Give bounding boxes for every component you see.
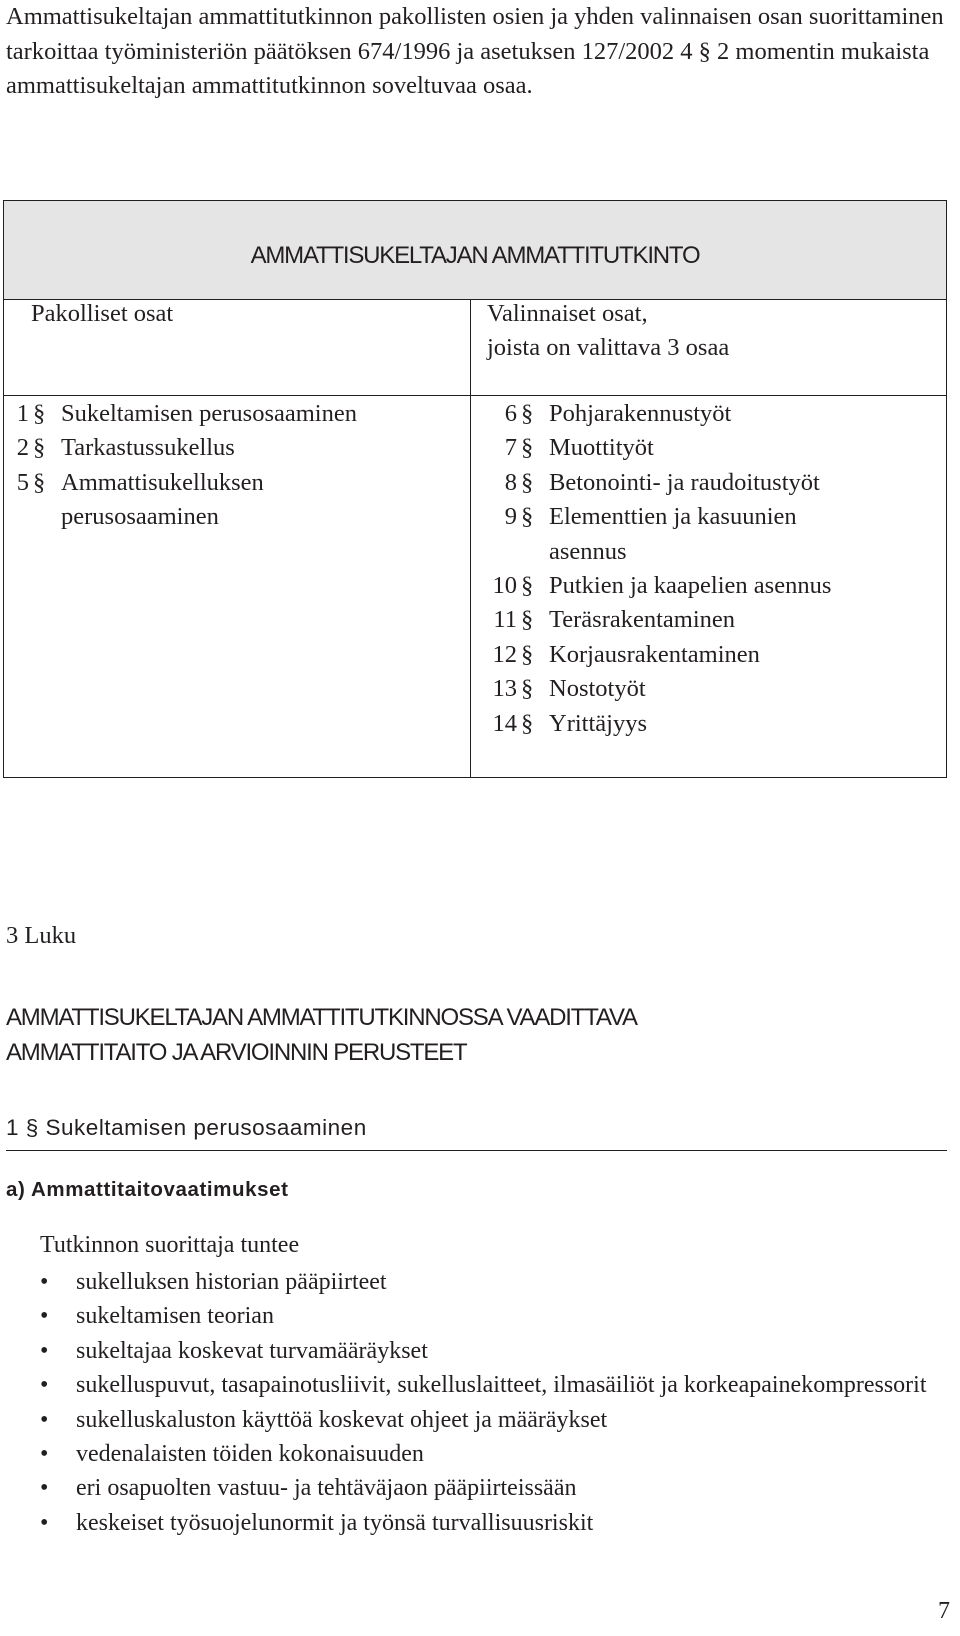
list-item: 13 § Nostotyöt <box>475 672 935 706</box>
section-sign: § <box>521 434 534 462</box>
list-item: 10 § Putkien ja kaapelien asennus <box>475 569 935 603</box>
list-item: perusosaaminen <box>61 503 219 531</box>
column-divider <box>470 299 471 777</box>
bullet-icon: • <box>40 1303 49 1330</box>
list-item: 12 § Korjausrakentaminen <box>475 638 935 672</box>
list-item: 14 § Yrittäjyys <box>475 707 935 741</box>
section-sign: § <box>33 468 46 496</box>
list-item: • sukeltajaa koskevat turvamääräykset <box>40 1334 940 1368</box>
section-sign: § <box>521 572 534 600</box>
section-sign: § <box>521 400 534 427</box>
section-sign: § <box>521 468 534 496</box>
intro-paragraph: Ammattisukeltajan ammattitutkinnon pakollisten osien ja yhden valinnaisen osan suorittaminen tarkoittaa työministeriön päätöksen 674/1996 ja asetuksen 127/2002 4 § 2 momentin mukaista ammattisukeltajan ammattitutkinnon soveltuvaa osaa. <box>6 3 944 99</box>
bullet-icon: • <box>40 1509 49 1536</box>
table-header <box>4 201 946 300</box>
subheading: 1 § Sukeltamisen perusosaaminen <box>6 1115 367 1140</box>
list-item: 9 § Elementtien ja kasuunien <box>475 500 935 534</box>
section-title <box>6 1000 637 1070</box>
list-item: 2 § Tarkastussukellus <box>7 431 457 465</box>
qualification-table <box>3 200 947 778</box>
lead-text: Tutkinnon suorittaja tuntee <box>40 1232 300 1258</box>
section-sign: § <box>33 434 46 462</box>
section-title-line2: AMMATTITAITO JA ARVIOINNIN PERUSTEET <box>6 1039 467 1066</box>
section-sign: § <box>521 503 534 531</box>
list-item: 8 § Betonointi- ja raudoitustyöt <box>475 466 935 500</box>
section-sign: § <box>521 640 534 668</box>
heading-rule <box>6 1150 947 1151</box>
list-item: • sukeltamisen teorian <box>40 1299 940 1333</box>
list-item: • eri osapuolten vastuu- ja tehtäväjaon pääpiirteissään <box>40 1471 940 1505</box>
mandatory-list <box>7 397 457 535</box>
list-item: 11 § Teräsrakentaminen <box>475 603 935 637</box>
table-title: AMMATTISUKELTAJAN AMMATTITUTKINTO <box>250 242 700 269</box>
section-sign: § <box>521 675 534 703</box>
section-sign: § <box>521 606 534 634</box>
list-item: 7 § Muottityöt <box>475 431 935 465</box>
list-item: 1 § Sukeltamisen perusosaaminen <box>7 397 457 431</box>
section-sign: § <box>521 709 534 737</box>
bullet-icon: • <box>40 1475 49 1502</box>
optional-header <box>487 297 729 365</box>
optional-header-line1: Valinnaiset osat, <box>487 300 648 327</box>
list-item: • vedenalaisten töiden kokonaisuuden <box>40 1437 940 1471</box>
list-item: asennus <box>549 537 627 565</box>
optional-list <box>475 397 935 741</box>
list-item: • sukelluspuvut, tasapainotusliivit, sukelluslaitteet, ilmasäiliöt ja korkeapainekompressorit <box>40 1368 940 1402</box>
chapter-heading: 3 Luku <box>6 922 77 949</box>
section-title-line1: AMMATTISUKELTAJAN AMMATTITUTKINNOSSA VAADITTAVA <box>6 1004 637 1031</box>
section-sign: § <box>33 400 46 427</box>
list-item: • sukelluksen historian pääpiirteet <box>40 1265 940 1299</box>
list-item: 6 § Pohjarakennustyöt <box>475 397 935 431</box>
row-divider <box>4 395 946 396</box>
subsection-heading: a) Ammattitaitovaatimukset <box>6 1178 289 1201</box>
page-number: 7 <box>938 1598 950 1624</box>
optional-header-line2: joista on valittava 3 osaa <box>487 334 730 361</box>
mandatory-header: Pakolliset osat <box>31 300 174 327</box>
bullet-icon: • <box>40 1441 49 1468</box>
list-item: • sukelluskaluston käyttöä koskevat ohjeet ja määräykset <box>40 1403 940 1437</box>
bullet-icon: • <box>40 1269 49 1295</box>
bullet-icon: • <box>40 1406 49 1433</box>
list-item: • keskeiset työsuojelunormit ja työnsä turvallisuusriskit <box>40 1506 940 1540</box>
requirements-list <box>40 1265 940 1540</box>
bullet-icon: • <box>40 1337 49 1364</box>
list-item: 5 § Ammattisukelluksen <box>7 466 457 500</box>
bullet-icon: • <box>40 1372 49 1399</box>
